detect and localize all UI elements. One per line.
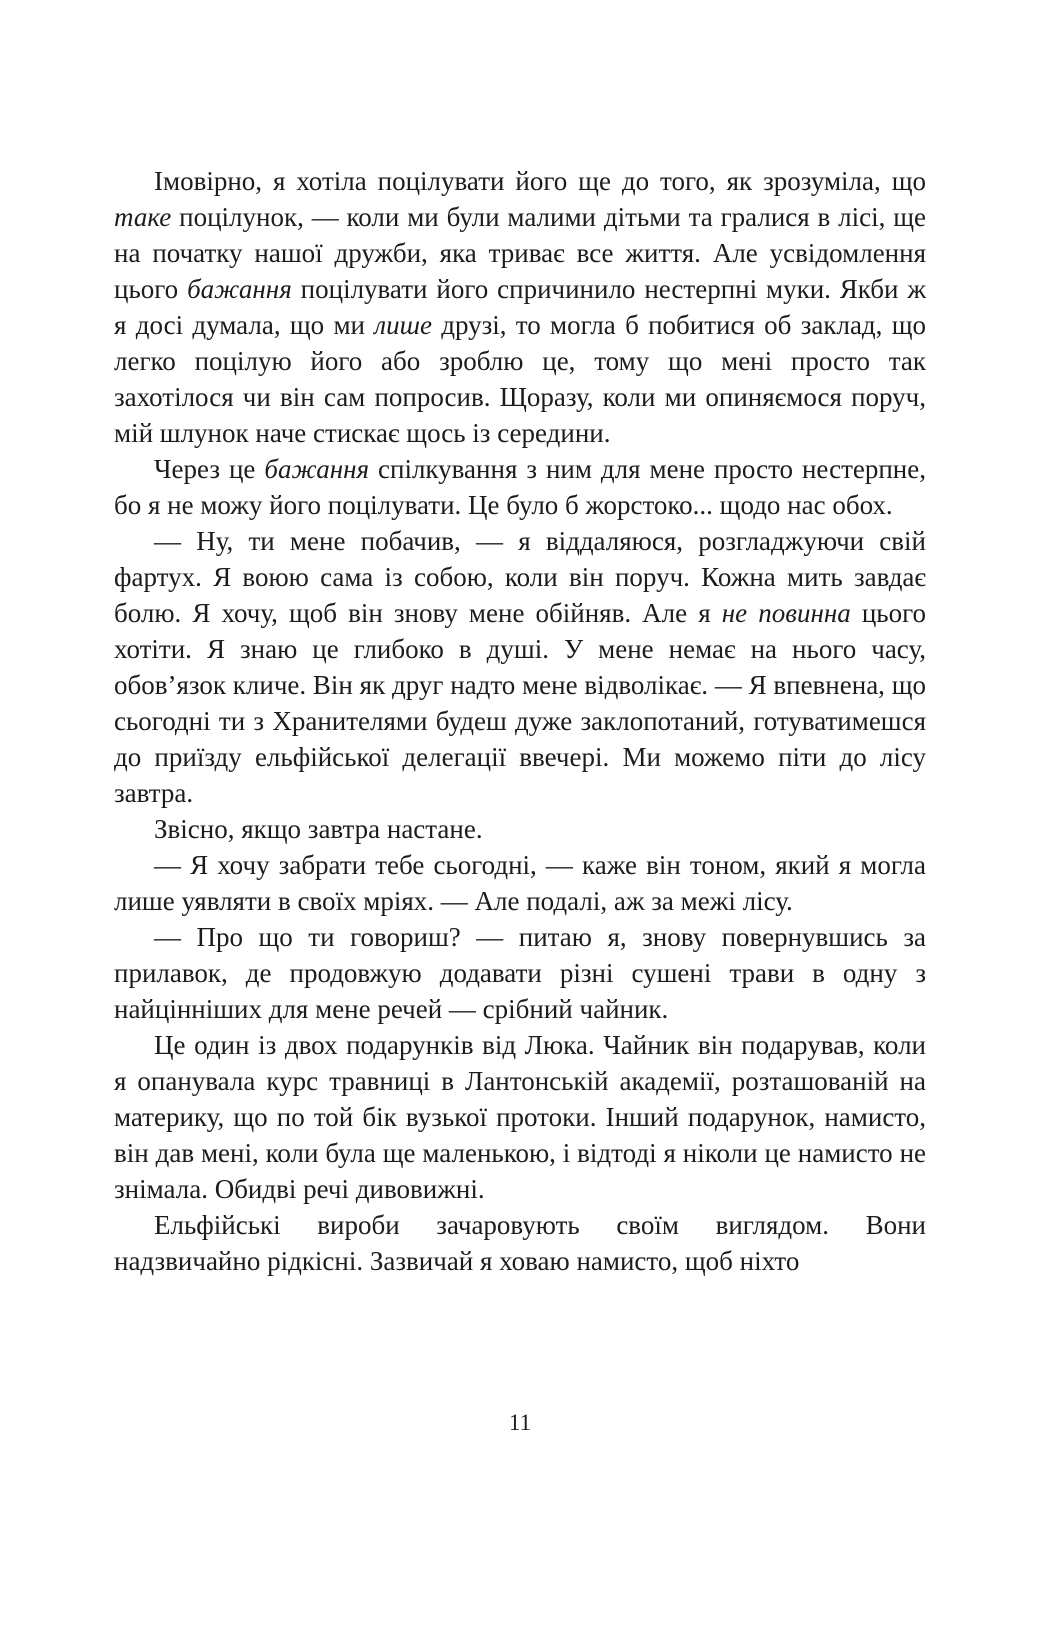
text-run: друзі, то могла б побитися об заклад, що легко поцілую його або зроблю це, тому що мені просто так захотілося чи він сам попросив. Щоразу, коли ми опиняємося поруч, мій шлунок наче стискає щось із середини. [114,310,926,448]
italic-run: бажання [187,274,292,304]
italic-run: таке [114,202,172,232]
italic-run: лише [374,310,432,340]
text-run: — Ну, ти мене побачив, — я віддаляюся, розгладжуючи свій фартух. Я воюю сама із собою, коли він поруч. Кожна мить завдає болю. Я хочу, щоб він знову мене обійняв. Але я [114,526,926,628]
italic-run: не повинна [721,598,851,628]
paragraph [114,451,926,523]
text-run: Через це [154,454,265,484]
paragraph [114,811,926,847]
paragraph [114,847,926,919]
text-run: поцілунок, — коли ми були малими дітьми та гралися в лісі, ще на початку нашої дружби, яка триває все життя. Але усвідомлення цього [114,202,926,304]
paragraph [114,523,926,811]
text-run: Звісно, якщо завтра настане. [154,814,483,844]
paragraph [114,1207,926,1279]
paragraph [114,919,926,1027]
text-run: поцілувати його спричинило нестерпні муки. Якби ж я досі думала, що ми [114,274,926,340]
text-run: цього хотіти. Я знаю це глибоко в душі. У мене немає на нього часу, обов’язок кличе. Він як друг надто мене відволікає. — Я впевнена, що сьогодні ти з Хранителями будеш дуже заклопотаний, готуватимешся до приїзду ельфійської делегації ввечері. Ми можемо піти до лісу завтра. [114,598,926,808]
text-run: Це один із двох подарунків від Люка. Чайник він подарував, коли я опанувала курс травниці в Лантонській академії, розташованій на материку, що по той бік вузької протоки. Інший подарунок, намисто, він дав мені, коли була ще маленькою, і відтоді я ніколи це намисто не знімала. Обидві речі дивовижні. [114,1030,926,1204]
text-run: Імовірно, я хотіла поцілувати його ще до того, як зрозуміла, що [154,166,926,196]
text-run: — Я хочу забрати тебе сьогодні, — каже він тоном, який я могла лише уявляти в своїх мріях. — Але подалі, аж за межі лісу. [114,850,926,916]
paragraph [114,1027,926,1207]
paragraph [114,163,926,451]
italic-run: бажання [264,454,370,484]
text-run: — Про що ти говориш? — питаю я, знову повернувшись за прилавок, де продовжую додавати різні сушені трави в одну з найцінніших для мене речей — срібний чайник. [114,922,926,1024]
text-block [114,163,926,1279]
text-run: Ельфійські вироби зачаровують своїм виглядом. Вони надзвичайно рідкісні. Зазвичай я ховаю намисто, щоб ніхто [114,1210,926,1276]
text-run: спілкування з ним для мене просто нестерпне, бо я не можу його поцілувати. Це було б жорстоко... щодо нас обох. [114,454,926,520]
page-number: 11 [508,1410,532,1435]
